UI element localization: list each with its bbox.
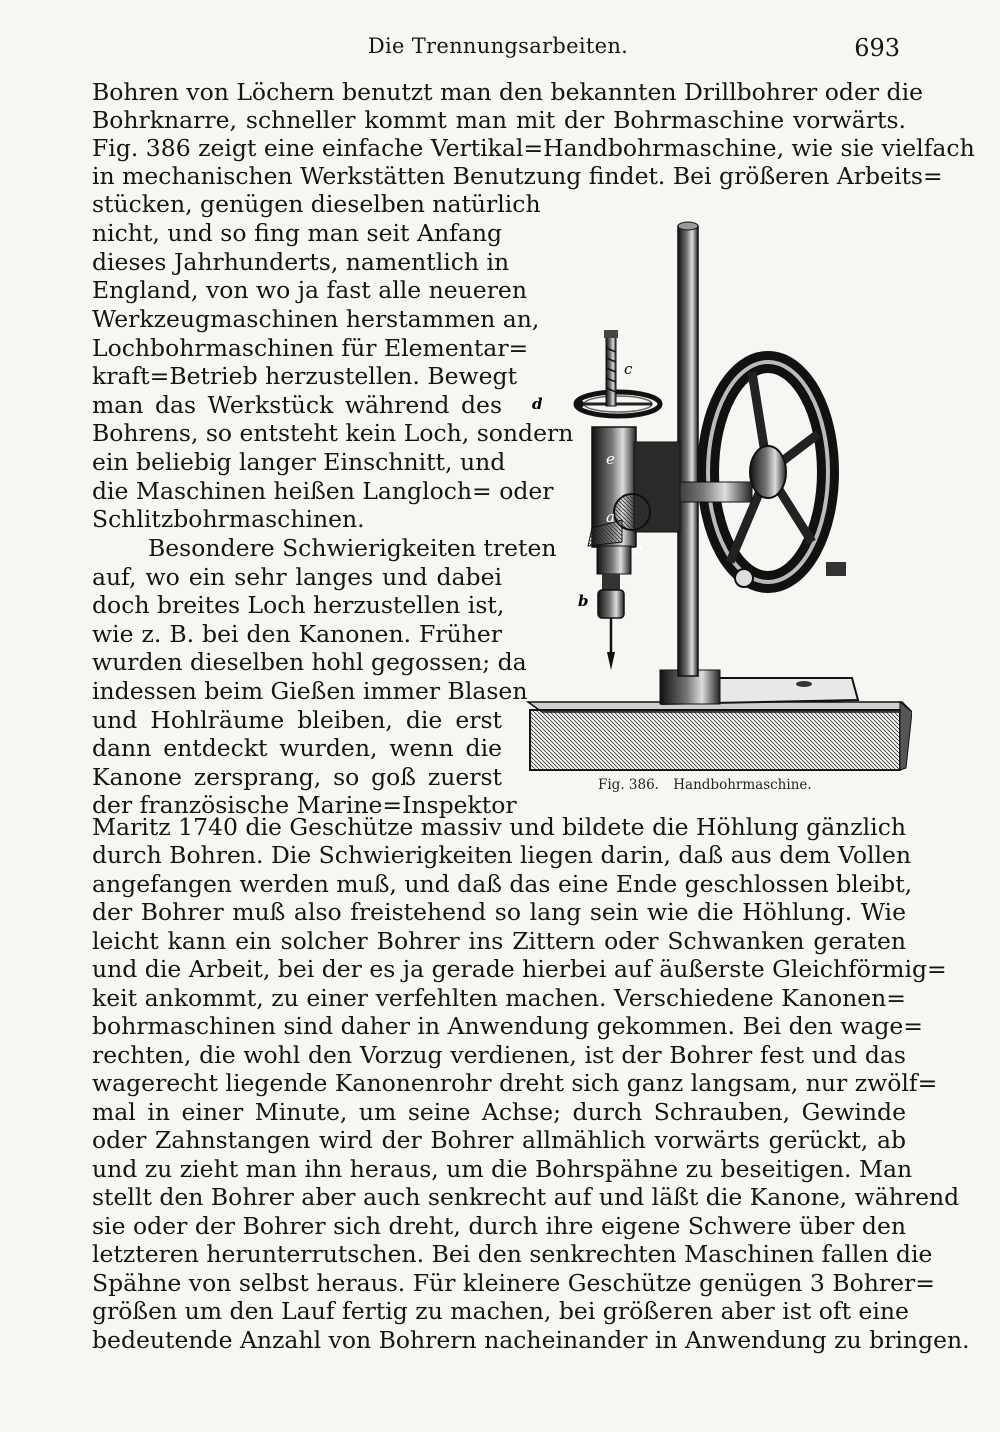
label-e-upper: e — [606, 450, 615, 468]
text-line: sie oder der Bohrer sich dreht, durch ihre eigene Schwere über den — [92, 1212, 906, 1240]
text-line: der französische Marine=Inspektor — [92, 791, 517, 819]
text-line: leicht kann ein solcher Bohrer ins Zittern oder Schwanken geraten — [92, 927, 906, 955]
drill-press-illustration — [522, 212, 912, 777]
text-line: wurden dieselben hohl gegossen; da — [92, 648, 527, 676]
text-line: doch breites Loch herzustellen ist, — [92, 591, 505, 619]
text-line: und Hohlräume bleiben, die erst — [92, 706, 502, 734]
text-line: durch Bohren. Die Schwierigkeiten liegen darin, daß aus dem Vollen — [92, 841, 912, 869]
label-a: a — [606, 508, 615, 526]
text-line: man das Werkstück während des — [92, 391, 502, 419]
figure-caption — [598, 777, 838, 793]
text-line: ein beliebig langer Einschnitt, und — [92, 448, 506, 476]
caption-title: Handbohrmaschine. — [673, 777, 812, 793]
text-line: England, von wo ja fast alle neueren — [92, 276, 527, 304]
text-line: letzteren herunterrutschen. Bei den senkrechten Maschinen fallen die — [92, 1240, 933, 1268]
text-line: und die Arbeit, bei der es ja gerade hierbei auf äußerste Gleichförmig= — [92, 955, 947, 983]
text-line: Bohrens, so entsteht kein Loch, sondern — [92, 419, 574, 447]
label-e-lower: e — [634, 540, 643, 558]
text-line: Fig. 386 zeigt eine einfache Vertikal=Handbohrmaschine, wie sie vielfach — [92, 134, 975, 162]
chuck-and-bit — [598, 574, 624, 670]
text-line: Lochbohrmaschinen für Elementar= — [92, 334, 529, 362]
label-b: b — [578, 592, 589, 610]
text-line: Spähne von selbst heraus. Für kleinere Geschütze genügen 3 Bohrer= — [92, 1269, 935, 1297]
text-line: oder Zahnstangen wird der Bohrer allmählich vorwärts gerückt, ab — [92, 1126, 906, 1154]
text-line: angefangen werden muß, und daß das eine Ende geschlossen bleibt, — [92, 870, 913, 898]
flywheel — [708, 362, 846, 587]
text-line: keit ankommt, zu einer verfehlten machen. Verschiedene Kanonen= — [92, 984, 906, 1012]
hand-wheel — [576, 392, 660, 416]
text-line: der Bohrer muß also freistehend so lang sein wie die Höhlung. Wie — [92, 898, 906, 926]
page-header — [92, 34, 904, 66]
caption-number: Fig. 386. — [598, 777, 659, 793]
running-head: Die Trennungsarbeiten. — [367, 34, 629, 58]
text-line: dieses Jahrhunderts, namentlich in — [92, 248, 510, 276]
text-line: Besondere Schwierigkeiten treten — [148, 534, 557, 562]
figure-386 — [522, 212, 912, 777]
label-c: c — [624, 360, 633, 378]
text-line: nicht, und so fing man seit Anfang — [92, 219, 502, 247]
text-line: Schlitzbohrmaschinen. — [92, 505, 365, 533]
text-line: bedeutende Anzahl von Bohrern nacheinander in Anwendung zu bringen. — [92, 1326, 970, 1354]
text-line: kraft=Betrieb herzustellen. Bewegt — [92, 362, 518, 390]
text-line: Werkzeugmaschinen herstammen an, — [92, 305, 540, 333]
text-line: wagerecht liegende Kanonenrohr dreht sich ganz langsam, nur zwölf= — [92, 1069, 938, 1097]
text-line: stellt den Bohrer aber auch senkrecht auf und läßt die Kanone, während — [92, 1183, 960, 1211]
text-line: Bohrknarre, schneller kommt man mit der Bohrmaschine vorwärts. — [92, 106, 906, 134]
text-line: rechten, die wohl den Vorzug verdienen, ist der Bohrer fest und das — [92, 1041, 906, 1069]
text-line: auf, wo ein sehr langes und dabei — [92, 563, 502, 591]
text-line: und zu zieht man ihn heraus, um die Bohrspähne zu beseitigen. Man — [92, 1155, 913, 1183]
text-line: in mechanischen Werkstätten Benutzung findet. Bei größeren Arbeits= — [92, 162, 943, 190]
text-line: Bohren von Löchern benutzt man den bekannten Drillbohrer oder die — [92, 78, 924, 106]
text-line: stücken, genügen dieselben natürlich — [92, 190, 541, 218]
wooden-base — [528, 702, 912, 770]
label-d: d — [532, 395, 543, 413]
text-line: größen um den Lauf fertig zu machen, bei größeren aber ist oft eine — [92, 1297, 909, 1325]
text-line: wie z. B. bei den Kanonen. Früher — [92, 620, 502, 648]
text-line: dann entdeckt wurden, wenn die — [92, 734, 502, 762]
text-line: bohrmaschinen sind daher in Anwendung gekommen. Bei den wage= — [92, 1012, 923, 1040]
page-number: 693 — [854, 34, 900, 62]
text-line: Kanone zersprang, so goß zuerst — [92, 763, 502, 791]
text-line: Maritz 1740 die Geschütze massiv und bildete die Höhlung gänzlich — [92, 813, 906, 841]
column — [678, 226, 698, 676]
text-line: die Maschinen heißen Langloch= oder — [92, 477, 554, 505]
text-line: indessen beim Gießen immer Blasen — [92, 677, 528, 705]
text-line: mal in einer Minute, um seine Achse; durch Schrauben, Gewinde — [92, 1098, 906, 1126]
feed-screw — [604, 330, 618, 406]
